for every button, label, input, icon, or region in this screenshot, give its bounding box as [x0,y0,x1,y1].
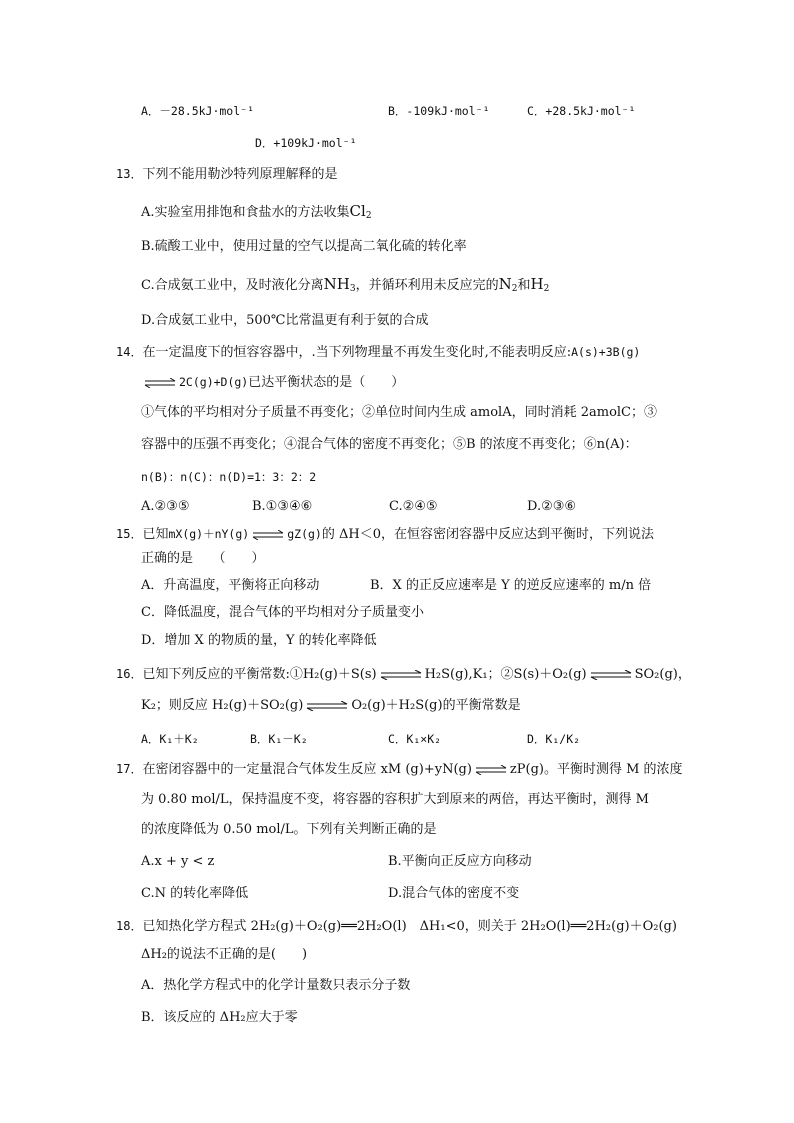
q13-option-c-and: 和 [517,278,531,293]
q14-items-line2: 容器中的压强不再变化；④混合气体的密度不再变化；⑤B 的浓度不再变化；⑥n(A)： [141,437,638,452]
q18-stem-line2: ΔH₂的说法不正确的是( ) [141,947,308,962]
q18-stem-line1 [116,916,677,937]
q13-option-c-nh-sub: 3 [349,284,356,294]
q14-items-line1: ①气体的平均相对分子质量不再变化；②单位时间内生成 amolA，同时消耗 2amolC；③ [141,405,657,420]
q13-option-c-text1: C.合成氨工业中，及时液化分离 [141,278,324,293]
q14-option-c: C.②④⑤ [389,499,438,514]
q14-stem-line2 [141,372,404,393]
q13-option-a-text: A.实验室用排饱和食盐水的方法收集 [141,205,350,220]
q16-stem-text1a: 已知下列反应的平衡常数:①H₂(g)＋S(s) [142,667,377,682]
q16-stem-text2a: K₂；则反应 H₂(g)＋SO₂(g) [141,698,304,713]
equilibrium-arrow-icon [252,530,284,540]
q18-option-b: B．该反应的 ΔH₂应大于零 [141,1010,298,1025]
q13-option-c-h-sub: 2 [543,284,550,294]
q17-option-d: D.混合气体的密度不变 [388,886,520,901]
q14-eq-right: 2C(g)+D(g) [179,375,249,389]
q17-stem-text1a: 在密闭容器中的一定量混合气体发生反应 xM (g)+yN(g) [142,762,472,777]
q18-number: 18． [116,919,143,933]
q13-option-c-text2: ，并循环利用未反应完的 [355,278,499,293]
q14-eq-left: A(s)+3B(g) [571,345,641,359]
q17-option-a: A.x + y < z [141,854,215,869]
q15-option-c: C．降低温度，混合气体的平均相对分子质量变小 [141,605,424,620]
q16-stem-line2 [141,696,521,716]
q13-text: 下列不能用勒沙特列原理解释的是 [142,167,338,182]
q15-number: 15． [116,527,143,541]
q12-option-a: A．－28.5kJ·mol⁻¹ [141,104,255,118]
q12-option-d: D．+109kJ·mol⁻¹ [255,136,357,150]
equilibrium-arrow-icon [380,670,422,680]
q14-items-line3: n(B)：n(C)：n(D)=1：3：2：2 [141,470,317,484]
q14-stem-text1: 在一定温度下的恒容容器中，.当下列物理量不再发生变化时,不能表明反应: [142,345,572,360]
q14-stem-text2: 已达平衡状态的是（ ） [248,375,405,390]
q15-option-d: D．增加 X 的物质的量，Y 的转化率降低 [141,633,377,648]
q15-option-a: A．升高温度，平衡将正向移动 [141,578,320,593]
q13-option-d: D.合成氨工业中，500℃比常温更有利于氨的合成 [141,313,429,328]
q17-option-b: B.平衡向正反应方向移动 [388,854,532,869]
q16-option-c: C．K₁×K₂ [388,732,442,746]
q17-stem-text1b: zP(g)。平衡时测得 M 的浓度 [509,762,683,777]
equilibrium-arrow-icon [144,378,176,388]
q13-option-c-n-sub: 2 [511,284,518,294]
q16-number: 16． [116,667,143,681]
q12-option-b: B．-109kJ·mol⁻¹ [388,104,490,118]
q15-stem-line1 [116,524,654,545]
q18-stem-text1: 已知热化学方程式 2H₂(g)＋O₂(g)══2H₂O(l) ΔH₁<0，则关于 2H₂O(l)══2H₂(g)＋O₂(g) [142,919,677,934]
q13-option-c-nh: NH [323,275,350,293]
q15-stem-line2: 正确的是 （ ） [141,551,265,566]
q17-stem-line3: 的浓度降低为 0.50 mol/L。下列有关判断正确的是 [141,822,437,837]
q15-eq-right: gZ(g) [287,527,322,541]
q17-stem-line1 [116,759,683,780]
q16-stem-text1b: H₂S(g),K₁；②S(s)＋O₂(g) [424,667,587,682]
q16-option-a: A．K₁＋K₂ [141,732,199,746]
q13-option-a-sub: 2 [365,211,372,221]
q13-option-c [141,274,549,296]
q12-option-c: C．+28.5kJ·mol⁻¹ [527,104,636,118]
q13-option-c-n: N [498,275,512,293]
q14-number: 14． [116,345,143,359]
q13-option-a [141,201,372,223]
q14-option-d: D.②③⑥ [527,499,577,514]
q17-stem-line2: 为 0.80 mol/L，保持温度不变，将容器的容积扩大到原来的两倍，再达平衡时，测得 M [141,792,649,807]
q17-option-c: C.N 的转化率降低 [141,886,249,901]
q17-number: 17． [116,762,143,776]
equilibrium-arrow-icon [475,765,507,775]
q16-stem-line1 [116,664,691,685]
q13-option-c-h: H [530,275,544,293]
equilibrium-arrow-icon [306,701,348,711]
q14-option-a: A.②③⑤ [141,499,190,514]
q18-option-a: A．热化学方程式中的化学计量数只表示分子数 [141,978,411,993]
q13-option-b: B.硫酸工业中，使用过量的空气以提高二氧化硫的转化率 [141,239,467,254]
q13-option-a-formula: Cl [349,202,366,220]
q14-stem-line1 [116,342,640,363]
q16-option-d: D．K₁/K₂ [527,732,581,746]
equilibrium-arrow-icon [590,670,632,680]
q16-stem-text2b: O₂(g)＋H₂S(g)的平衡常数是 [351,698,521,713]
q16-stem-text1c: SO₂(g)， [634,667,691,682]
q13-stem [116,164,337,185]
q15-stem-text1b: 的 ΔH＜0，在恒容密闭容器中反应达到平衡时，下列说法 [321,527,654,542]
q16-option-b: B．K₁－K₂ [250,732,308,746]
q15-eq-left: mX(g)＋nY(g) [168,527,250,541]
q13-number: 13． [116,167,143,181]
q14-option-b: B.①③④⑥ [252,499,313,514]
q15-stem-text1a: 已知 [142,527,169,542]
q15-option-b: B．X 的正反应速率是 Y 的逆反应速率的 m/n 倍 [370,578,652,593]
